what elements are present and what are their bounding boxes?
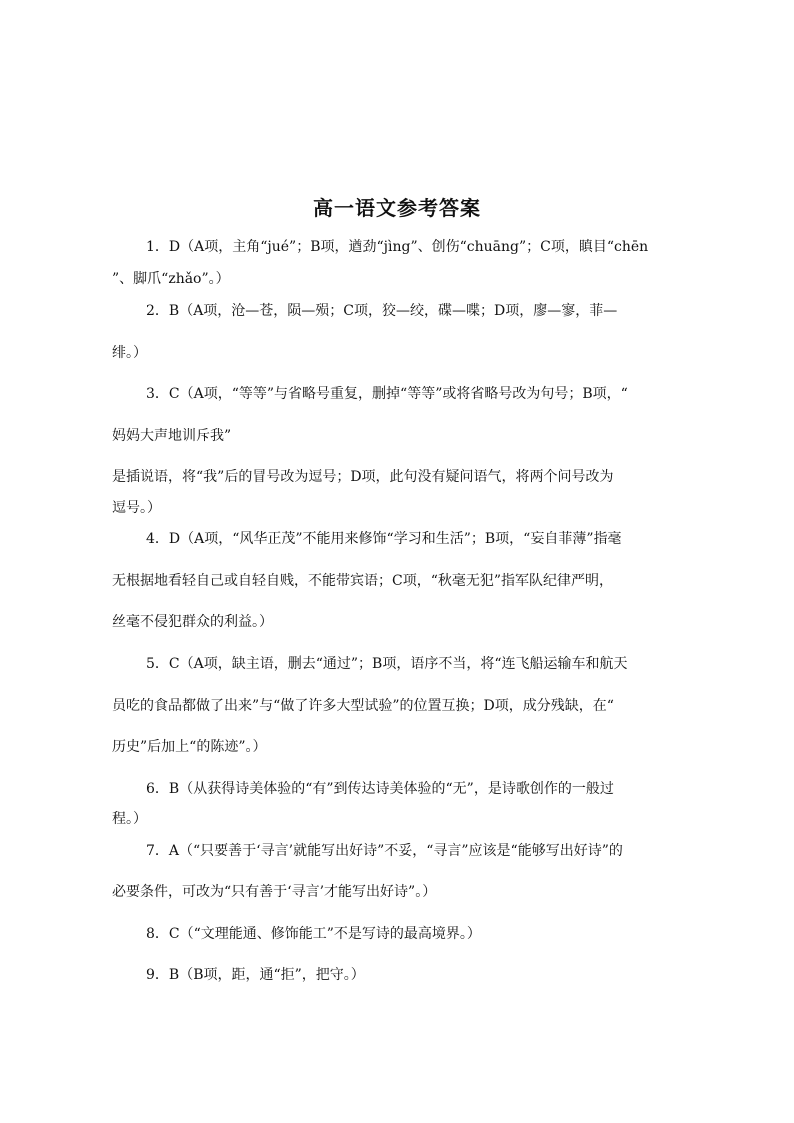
answer-5-line-2: 员吃的食品都做了出来”与“做了许多大型试验”的位置互换；D项，成分残缺，在“ (112, 698, 614, 714)
answer-3-line-3: 是插说语，将“我”后的冒号改为逗号；D项，此句没有疑问语气，将两个问号改为 (112, 469, 614, 485)
answer-5-line-1: 5．C（A项，缺主语，删去“通过”；B项，语序不当，将“连飞船运输车和航天 (146, 656, 628, 672)
answer-1-line-2: ”、脚爪“zhǎo”。） (112, 271, 230, 287)
answer-7-line-1: 7．A（“只要善于‘寻言’就能写出好诗”不妥，“寻言”应该是“能够写出好诗”的 (146, 843, 623, 859)
page-title: 高一语文参考答案 (313, 196, 481, 220)
answer-2-line-2: 绯。） (112, 345, 147, 361)
answer-4-line-2: 无根据地看轻自己或自轻自贱，不能带宾语；C项，“秋毫无犯”指军队纪律严明， (112, 573, 614, 589)
answer-5-line-3: 历史”后加上“的陈迹”。） (112, 739, 267, 755)
answer-3-line-2: 妈妈大声地训斥我” (112, 428, 232, 444)
answer-1-line-1: 1．D（A项，主角“jué”；B项，遒劲“jìng”、创伤“chuāng”；C项，瞋目“chēn (146, 239, 649, 255)
answer-3-line-4: 逗号。） (112, 500, 161, 516)
answer-3-line-1: 3．C（A项，“等等”与省略号重复，删掉“等等”或将省略号改为句号；B项，“ (146, 386, 628, 402)
answer-6-line-2: 程。） (112, 811, 147, 827)
answer-2-line-1: 2．B（A项，沧—苍，陨—殒；C项，狡—绞，碟—喋；D项，廖—寥，菲— (146, 303, 618, 319)
answer-6-line-1: 6．B（从获得诗美体验的“有”到传达诗美体验的“无”，是诗歌创作的一般过 (146, 781, 614, 797)
answer-8-line-1: 8．C（“文理能通、修饰能工”不是写诗的最高境界。） (146, 926, 481, 942)
answer-9-line-1: 9．B（B项，距，通“拒”，把守。） (146, 967, 365, 983)
answer-4-line-1: 4．D（A项，“风华正茂”不能用来修饰“学习和生活”；B项，“妄自菲薄”指毫 (146, 531, 622, 547)
answer-4-line-3: 丝毫不侵犯群众的利益。） (112, 614, 273, 630)
answer-7-line-2: 必要条件，可改为“只有善于‘寻言’才能写出好诗”。） (112, 884, 437, 900)
